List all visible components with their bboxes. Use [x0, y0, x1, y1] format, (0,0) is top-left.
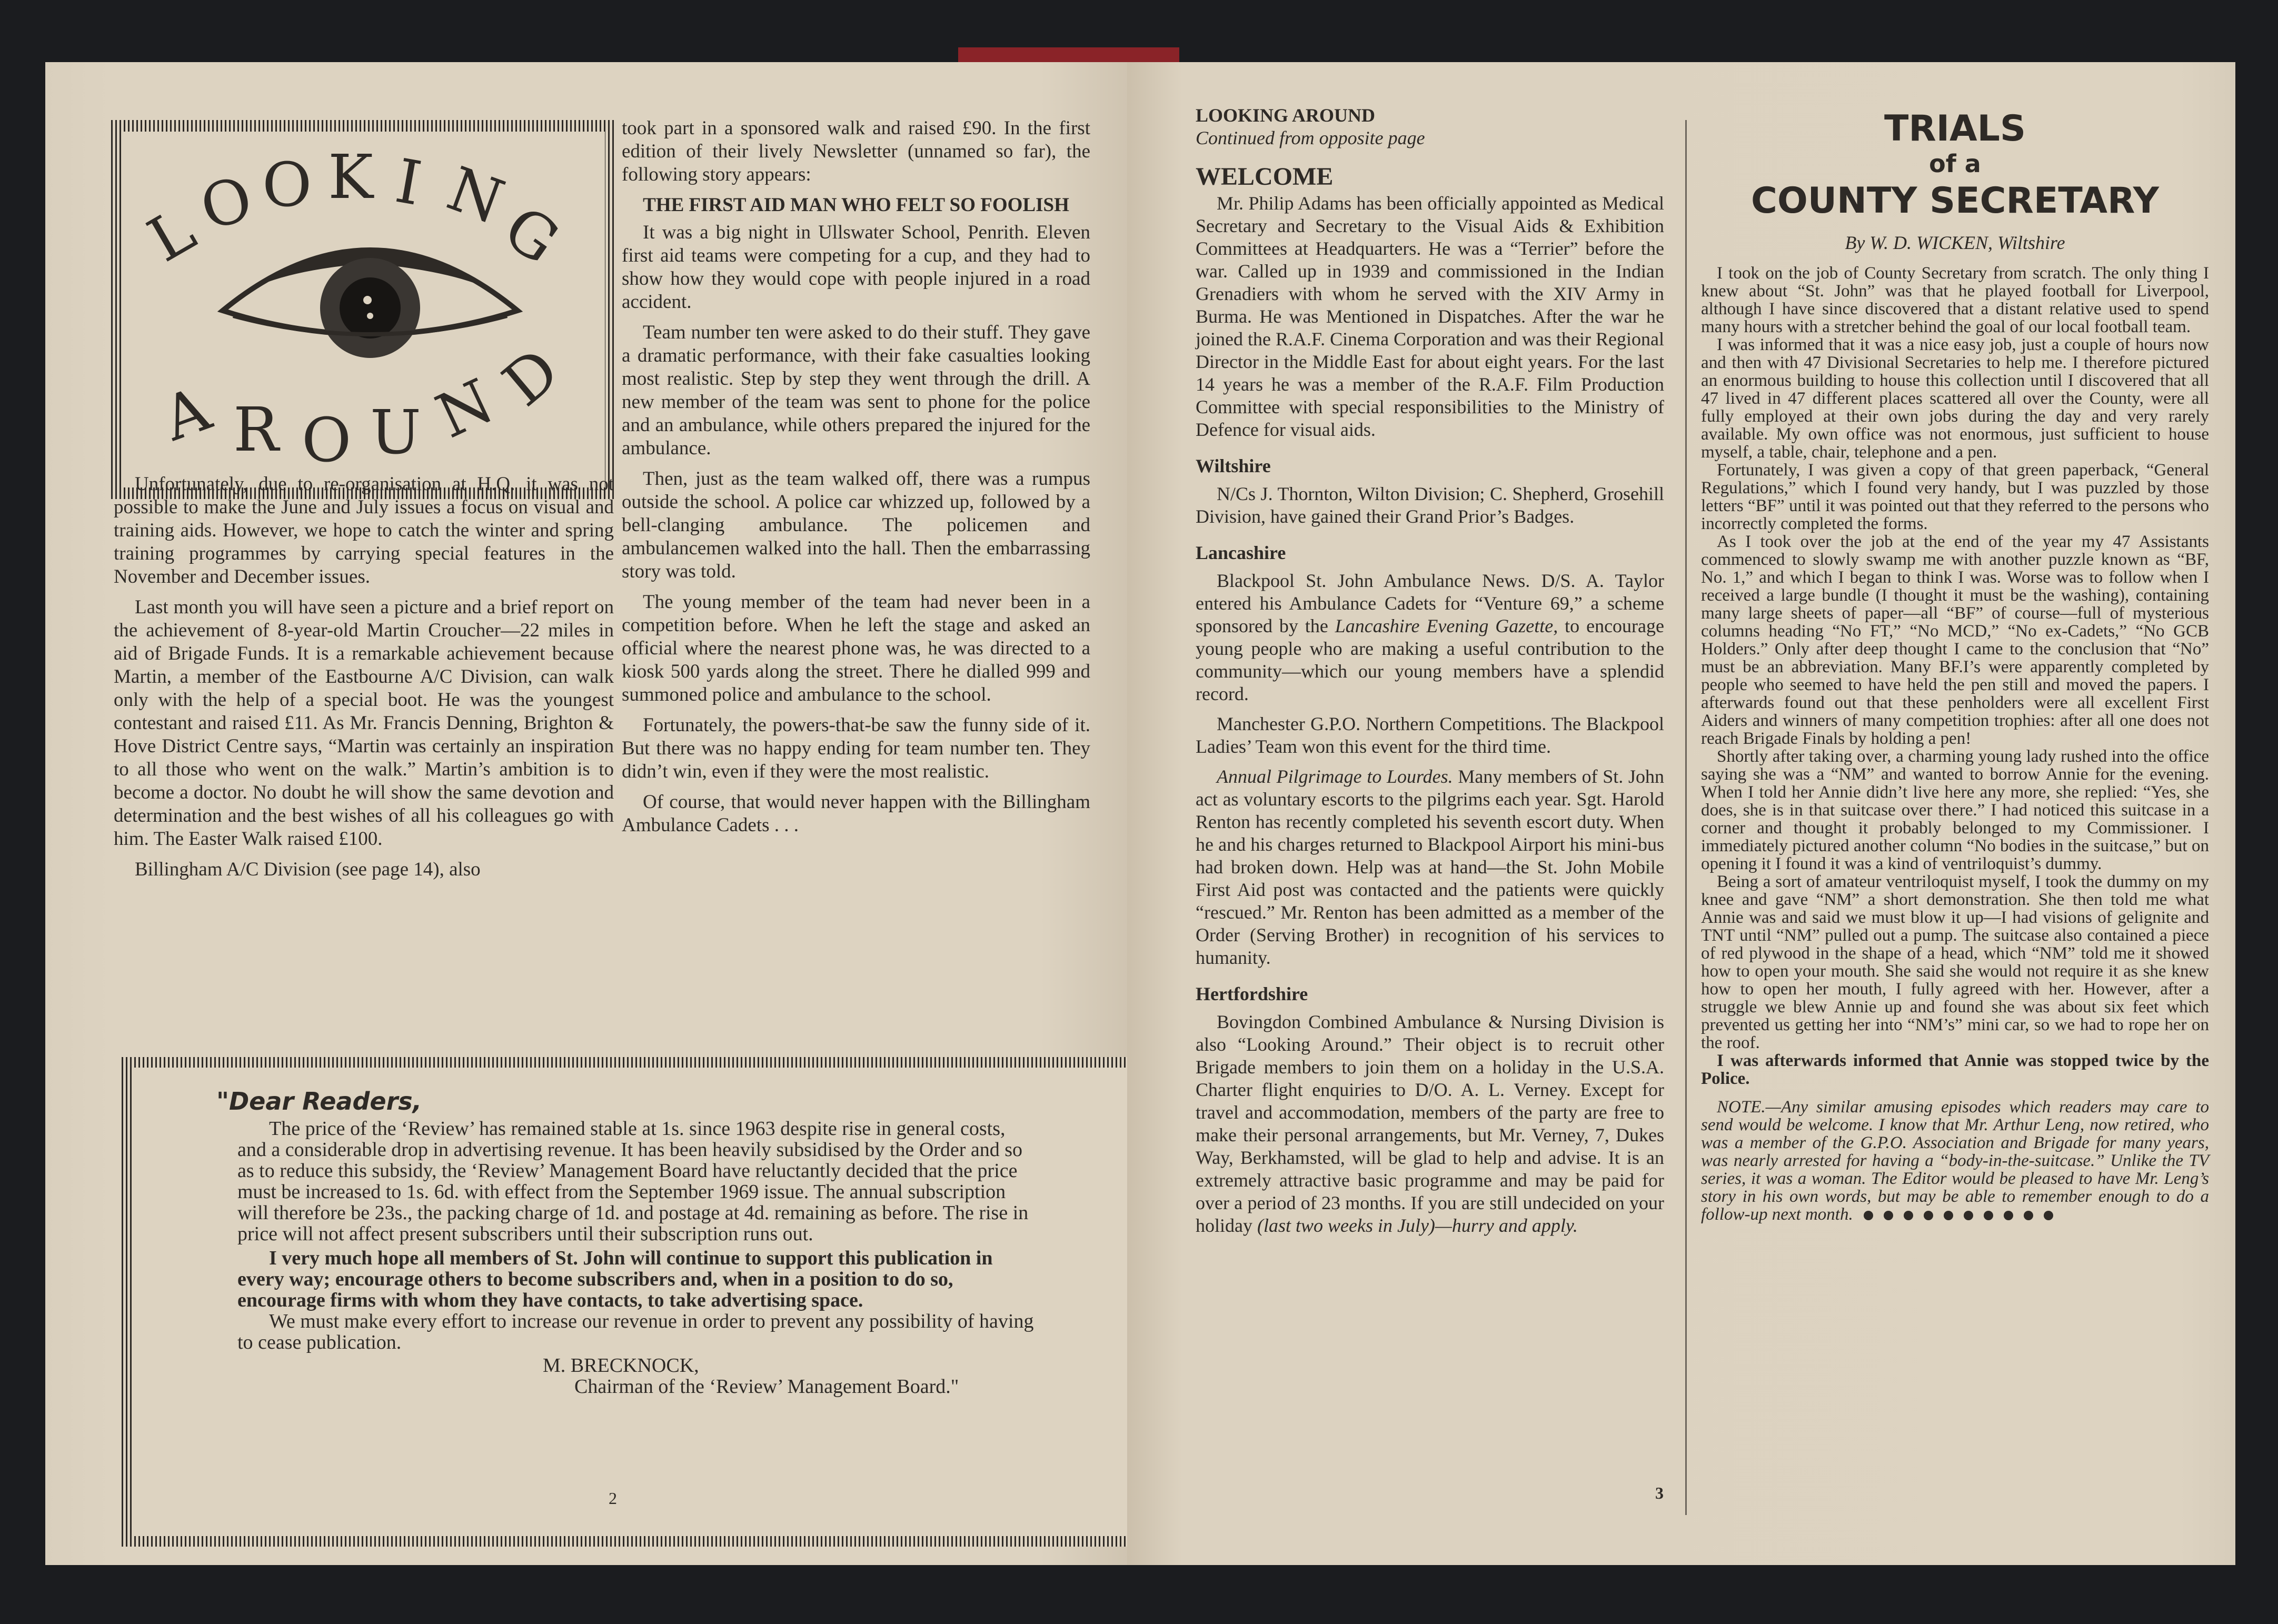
paragraph: The young member of the team had never been in a competition before. When he left the stage and asked an official where the nearest phone was, he was directed to a kiosk 500 yards along the street. There he dialled 999 and summoned police and ambulance to the school. [622, 591, 1090, 705]
notice-heading: "Dear Readers, [216, 1087, 422, 1115]
paragraph: Of course, that would never happen with the Billingham Ambulance Cadets . . . [622, 791, 1090, 836]
dear-readers-notice [122, 1057, 1143, 1547]
paragraph: took part in a sponsored walk and raised £90. In the first edition of their lively Newsletter (unnamed so far), the following story appears: [622, 117, 1090, 185]
text-run: Bovingdon Combined Ambulance & Nursing Division is also “Looking Around.” Their object is to recruit other Brigade members to join them on a holiday in the U.S.A. Charter flight enquiries to D/O. A. L. Verney. Except for travel and accommodation, members of the party are free to make their personal arrangements, but Mr. Verney, 7, Dukes Way, Berkhamsted, will be glad to help and advise. It is an extremely attractive basic programme and may be paid for over a period of 23 months. If you are still undecided on your holiday [1196, 1011, 1664, 1236]
kicker: LOOKING AROUND [1196, 105, 1376, 126]
left-page [45, 62, 1127, 1565]
notice-body [216, 1087, 1038, 1398]
section-heading: Lancashire [1196, 542, 1286, 563]
text-run-italic: Annual Pilgrimage to Lourdes. [1217, 766, 1453, 787]
paragraph-bold: I was afterwards informed that Annie was stopped twice by the Police. [1701, 1051, 2209, 1088]
paragraph: Last month you will have seen a picture and a brief report on the achievement of 8-year-old Martin Croucher—22 miles in aid of Brigade Funds. It is a remarkable achievement because Martin, a member of the Eastbourne A/C Division, can walk only with the help of a special boot. He was the youngest contestant and raised £11. As Mr. Francis Denning, Brighton & Hove District Centre says, “Martin was certainly an inspiration to all those who went on the walk.” Martin’s ambition is to become a doctor. No doubt he will show the same devotion and determination and the best wishes of all his colleagues go with him. The Easter Walk raised £100. [114, 596, 614, 850]
bullet-dots [1853, 1205, 2053, 1224]
paragraph: Manchester G.P.O. Northern Competitions. The Blackpool Ladies’ Team won this event for the third time. [1196, 713, 1664, 757]
logo-letter: N [426, 366, 504, 452]
text-run: NOTE.—Any similar amusing episodes which readers may care to send would be welcome. I know that Mr. Arthur Leng, now retired, who was a member of the G.P.O. Association and Brigade for many years, was nearly arrested for having a “body-in-the-suitcase.” Unlike the TV series, it was a woman. The Editor would be pleased to have Mr. Leng’s story in his own words, but may be able to remember enough to do a follow-up next month. [1701, 1098, 2209, 1224]
logo-letter: K [328, 142, 373, 213]
byline: By W. D. WICKEN, Wiltshire [1845, 232, 2065, 253]
article-subtitle: COUNTY SECRETARY [1751, 180, 2159, 222]
signature-title: Chairman of the ‘Review’ Management Board." [574, 1376, 959, 1398]
article-body [1701, 264, 2209, 1223]
paragraph [1701, 1098, 2209, 1223]
page-number: 2 [609, 1489, 617, 1508]
eye-icon [212, 221, 528, 358]
left-column-1 [114, 473, 614, 889]
paragraph [1196, 765, 1664, 969]
paragraph: Mr. Philip Adams has been officially appointed as Medical Secretary and Secretary to the Visual Aids & Exhibition Committees at Headquarters. He was a “Terrier” before the war. Called up in 1939 and commissioned in the Indian Grenadiers with whom he served with the XIV Army in Burma. He was Mentioned in Dispatches. After the war he joined the R.A.F. Cinema Corporation and was their Regional Director in the Middle East for about eight years. For the last 14 years he was a member of the R.A.F. Film Production Committee with special responsibilities to the Ministry of Defence for visual aids. [1196, 193, 1664, 440]
page-number: 3 [1655, 1483, 1664, 1502]
paragraph [1196, 570, 1664, 705]
column-rule [1685, 120, 1687, 1515]
paragraph: I was informed that it was a nice easy job, just a couple of hours now and then with 47 Divisional Secretaries to help me. I therefore pictured an enormous building to house this collection until I discovered that all 47 lived in 47 different places scattered all over the County, were all fully employed at their own jobs during the day and very rarely available. My own office was not enormous, just sufficient to house myself, a table, chair, telephone and a pen. [1701, 335, 2209, 462]
trials-article [1701, 109, 2209, 1223]
story-title: THE FIRST AID MAN WHO FELT SO FOOLISH [643, 194, 1069, 216]
magazine-spread [45, 62, 2235, 1565]
logo-letter: U [370, 397, 421, 468]
section-heading: Wiltshire [1196, 455, 1271, 476]
left-column-2 [622, 117, 1090, 844]
logo-letter: N [439, 153, 513, 238]
text-run-italic: (last two weeks in July)—hurry and apply. [1257, 1215, 1578, 1236]
logo-letter: O [262, 150, 312, 221]
paragraph: Then, just as the team walked off, there was a rumpus outside the school. A police car whizzed up, followed by a bell-clanging ambulance. The policemen and ambulancemen walked into the hall. Then the embarrassing story was told. [622, 468, 1090, 582]
signature-name: M. BRECKNOCK, [543, 1354, 699, 1377]
paragraph: Being a sort of amateur ventriloquist myself, I took the dummy on my knee and gave “NM” a short demonstration. She then told me what Annie was and said we must blow it up—I had visions of gelignite and TNT until “NM” pulled out a pump. The suitcase also contained a piece of red plywood in the shape of a head, which “NM” told me it showed how to open your mouth. She said she would not require it as she knew how to open her mouth, I fully agreed with her. However, after a struggle we blew Annie up and found she was about six feet which prevented us getting her into “NM’s” mini car, so we had to rope her on the roof. [1701, 872, 2209, 1052]
logo-letter: A [154, 373, 220, 455]
paragraph: N/Cs J. Thornton, Wilton Division; C. Shepherd, Grosehill Division, have gained their Grand Prior’s Badges. [1196, 483, 1664, 527]
logo-letter: O [193, 163, 260, 244]
right-page [1127, 62, 2235, 1565]
text-run: to encourage young people who are making a useful contribution to the community—which our young members have a splendid record. [1196, 615, 1665, 704]
editor-note [1701, 1098, 2209, 1223]
paragraph: As I took over the job at the end of the year my 47 Assistants commenced to slowly swamp me with another puzzle known as “BF, No. 1,” and which I began to think I was. Worse was to follow when I received a large bundle (I thought it must be the washing), containing many large sheets of paper—all “BF” of course—full of mysterious columns heading “No FT,” “No MCD,” “No ex-Cadets,” “No GCB Holders.” Only after deep thought I came to the conclusion that “No” must be an abbreviation. Many BF.I’s were apparently completed by people who seemed to have held the pen still and moved the papers. I afterwards found out that these penholders were all excellent First Aiders and winners of many competition trophies: after all one does not reach Brigade Finals by holding a pen! [1701, 532, 2209, 748]
text-run-italic: Lancashire Evening Gazette, [1335, 615, 1558, 636]
paragraph: I took on the job of County Secretary from scratch. The only thing I knew about “St. John” was that he played football for Liverpool, although I have since discovered that a distant relative used to spend many hours with a stretcher behind the goal of our local football team. [1701, 264, 2209, 336]
paragraph: The price of the ‘Review’ has remained stable at 1s. since 1963 despite rise in general costs, and a considerable drop in advertising revenue. It has been heavily subsidised by the Order and so as to reduce this subsidy, the ‘Review’ Management Board have reluctantly decided that the price must be increased to 1s. 6d. with effect from the September 1969 issue. The annual subscription will therefore be 23s., the packing charge of 1d. and postage at 4d. remaining as before. The rise in price will not affect present subscribers until their subscription runs out. [237, 1118, 1029, 1245]
logo-letter: O [302, 405, 352, 476]
paragraph: Shortly after taking over, a charming young lady rushed into the office saying she was a “NM” and wanted to borrow Annie for the evening. When I told her Annie didn’t live here any more, she replied: “Yes, she does, she is in that suitcase over there.” I had noticed this suitcase in a corner and thought it probably belonged to my Commissioner. I immediately pictured another column “No bodies in the suitcase,” but on opening it I found it was a kind of ventriloquist’s dummy. [1701, 747, 2209, 873]
article-title: TRIALS [1884, 108, 2026, 150]
article-title-of: of a [1929, 150, 1981, 178]
logo-letter: L [136, 194, 207, 276]
paragraph: Billingham A/C Division (see page 14), also [135, 859, 481, 880]
text-run: Blackpool St. John Ambulance News. D/S. A. Taylor entered his Ambulance Cadets for “Venture 69,” a scheme sponsored by the [1196, 570, 1664, 636]
paragraph [1196, 1011, 1664, 1237]
welcome-heading: WELCOME [1196, 163, 1334, 191]
logo-letter: D [490, 335, 573, 420]
logo-letter: I [390, 146, 426, 220]
looking-around-continued [1196, 104, 1664, 1244]
paragraph: It was a big night in Ullswater School, Penrith. Eleven first aid teams were competing for a cup, and they had to show how they would cope with people injured in a road accident. [622, 222, 1090, 313]
logo-letter: R [233, 395, 279, 465]
paragraph: Fortunately, the powers-that-be saw the funny side of it. But there was no happy ending for team number ten. They didn’t win, even if they were the most realistic. [622, 714, 1090, 782]
paragraph: We must make every effort to increase our revenue in order to prevent any possibility of having to cease publication. [237, 1310, 1034, 1353]
continued-note: Continued from opposite page [1196, 127, 1425, 148]
paragraph: Fortunately, I was given a copy of that green paperback, “General Regulations,” which I found very handy, but I was puzzled by those letters “BF” until it was pointed out that they referred to the persons who incorrectly completed the forms. [1701, 461, 2209, 533]
binding-tab [958, 47, 1179, 63]
paragraph: Team number ten were asked to do their stuff. They gave a dramatic performance, with their fake casualties looking most realistic. Step by step they went through the drill. A new member of the team was sent to phone for the police and an ambulance, while others prepared the injured for the ambulance. [622, 322, 1090, 459]
paragraph: Unfortunately, due to re-organisation at H.Q. it was not possible to make the June and July issues a focus on visual and training aids. However, we hope to catch the winter and spring training programmes by carrying special features in the November and December issues. [114, 473, 614, 587]
text-run: Many members of St. John act as voluntary escorts to the pilgrims each year. Sgt. Harold Renton has recently completed his seventh escort duty. When he and his charges returned to Blackpool Airport his mini-bus had broken down. Help was at hand—the St. John Mobile First Aid post was contacted and the patients were quickly “rescued.” Mr. Renton has been admitted as a member of the Order (Serving Brother) in recognition of his services to humanity. [1196, 766, 1664, 968]
logo-letter: G [491, 192, 571, 278]
paragraph-bold: I very much hope all members of St. John will continue to support this publication in every way; encourage others to become subscribers and, when in a position to do so, encourage firms with whom they have contacts, to take advertising space. [237, 1247, 993, 1311]
section-heading: Hertfordshire [1196, 983, 1308, 1004]
looking-around-logo [111, 120, 616, 499]
